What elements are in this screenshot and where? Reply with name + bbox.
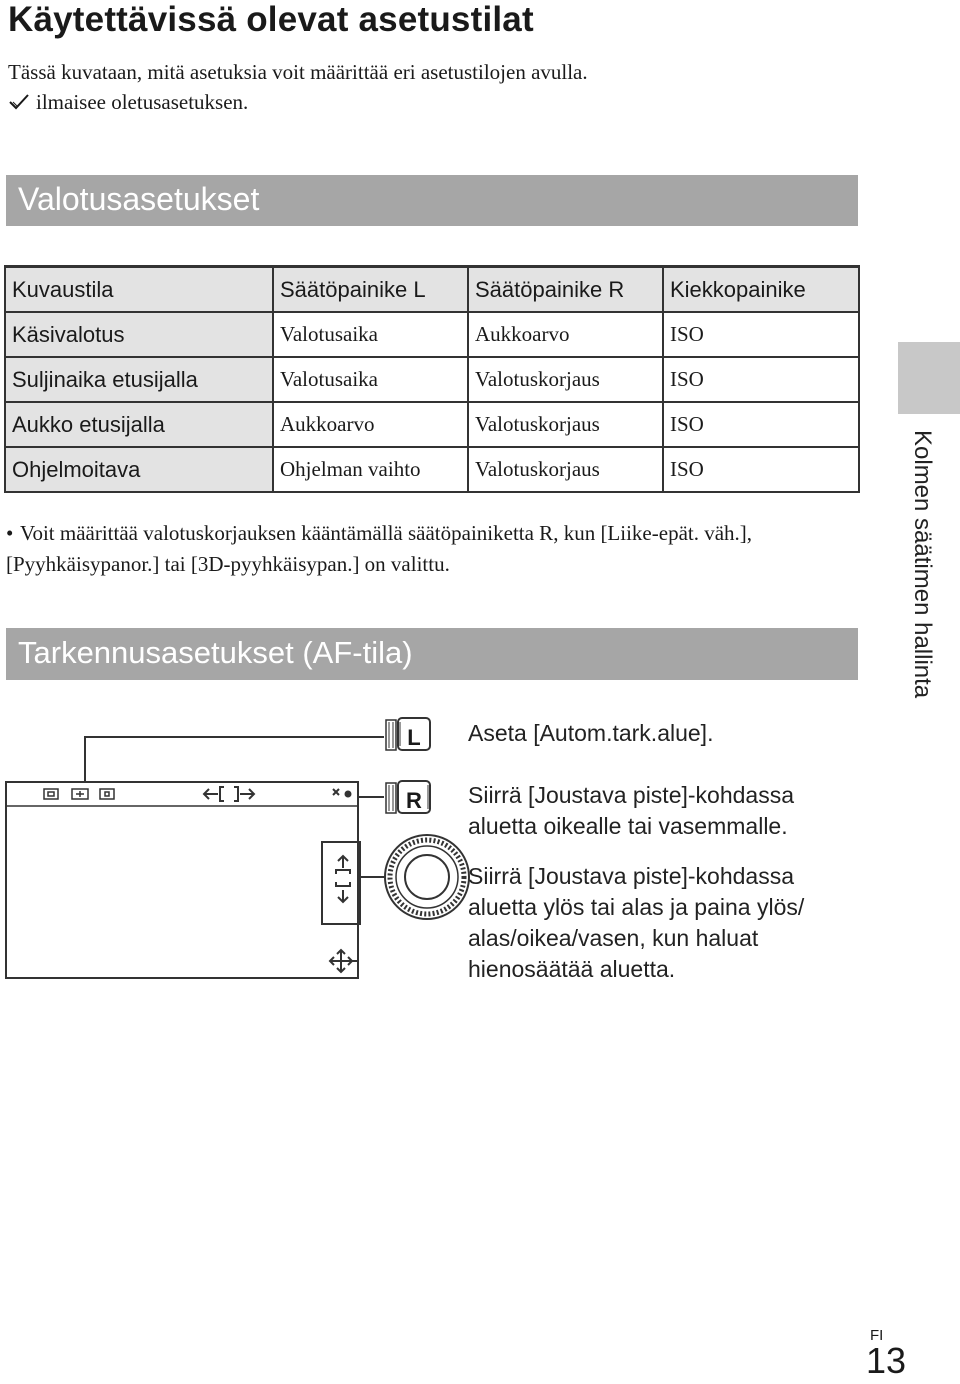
connector-line-l bbox=[85, 737, 384, 782]
table-cell: ISO bbox=[663, 312, 859, 357]
exposure-section-heading: Valotusasetukset bbox=[6, 175, 858, 226]
exposure-settings-table bbox=[4, 265, 860, 493]
chapter-tab bbox=[898, 342, 960, 414]
table-row bbox=[5, 447, 859, 492]
table-cell: Valotusaika bbox=[273, 357, 468, 402]
button-l-description: Aseta [Autom.tark.alue]. bbox=[468, 720, 714, 746]
focus-section-heading: Tarkennusasetukset (AF-tila) bbox=[6, 628, 858, 680]
control-button-l-letter: L bbox=[407, 725, 421, 750]
vertical-move-panel bbox=[322, 842, 360, 924]
button-r-description: Siirrä [Joustava piste]-kohdassa aluetta oikealle tai vasemmalle. bbox=[468, 782, 794, 839]
default-setting-text: ilmaisee oletusasetuksen. bbox=[36, 90, 249, 114]
horizontal-move-icon bbox=[204, 787, 254, 801]
zone-af-icon bbox=[72, 789, 88, 799]
vertical-move-icon bbox=[336, 856, 350, 902]
default-setting-note bbox=[8, 90, 248, 115]
exposure-note-text: Voit määrittää valotuskorjauksen kääntämällä säätöpainiketta R, kun [Liike-epät. väh.], [Pyyhkäisypanor.] tai [3D-pyyhkäisypan.] on valittu. bbox=[6, 521, 753, 576]
table-cell: Aukkoarvo bbox=[273, 402, 468, 447]
table-cell: ISO bbox=[663, 447, 859, 492]
table-cell: Valotuskorjaus bbox=[468, 447, 663, 492]
table-cell: Valotuskorjaus bbox=[468, 402, 663, 447]
control-wheel-icon bbox=[385, 835, 469, 919]
table-cell: Aukkoarvo bbox=[468, 312, 663, 357]
table-cell: Valotuskorjaus bbox=[468, 357, 663, 402]
table-cell: Valotusaika bbox=[273, 312, 468, 357]
column-header: Kuvaustila bbox=[5, 267, 273, 313]
center-af-icon bbox=[100, 789, 114, 799]
table-row bbox=[5, 402, 859, 447]
page-number: 13 bbox=[866, 1340, 907, 1381]
language-code: FI bbox=[870, 1327, 884, 1344]
exposure-note bbox=[6, 518, 856, 580]
intro-text: Tässä kuvataan, mitä asetuksia voit määrittää eri asetustilojen avulla. bbox=[8, 60, 588, 84]
wheel-description: Siirrä [Joustava piste]-kohdassa aluetta ylös tai alas ja paina ylös/ alas/oikea/vasen, kun haluat hienosäätää aluetta. bbox=[468, 863, 805, 982]
af-area-diagram bbox=[0, 700, 470, 990]
table-cell: Ohjelman vaihto bbox=[273, 447, 468, 492]
table-cell: ISO bbox=[663, 402, 859, 447]
fine-adjust-icon bbox=[330, 950, 352, 972]
mode-cell: Aukko etusijalla bbox=[5, 402, 273, 447]
checkmark-icon bbox=[8, 93, 30, 111]
small-marker-icon bbox=[333, 789, 351, 797]
column-header: Säätöpainike L bbox=[273, 267, 468, 313]
mode-cell: Suljinaika etusijalla bbox=[5, 357, 273, 402]
mode-cell: Ohjelmoitava bbox=[5, 447, 273, 492]
mode-cell: Käsivalotus bbox=[5, 312, 273, 357]
screen-frame bbox=[6, 782, 358, 978]
bullet-icon: • bbox=[6, 521, 14, 545]
chapter-label: Kolmen säätimen hallinta bbox=[909, 430, 936, 699]
table-row bbox=[5, 312, 859, 357]
column-header: Säätöpainike R bbox=[468, 267, 663, 313]
table-row bbox=[5, 357, 859, 402]
page-title: Käytettävissä olevat asetustilat bbox=[8, 0, 534, 39]
table-header-row bbox=[5, 267, 859, 313]
wide-af-icon bbox=[44, 789, 58, 799]
control-button-r-letter: R bbox=[406, 788, 422, 813]
column-header: Kiekkopainike bbox=[663, 267, 859, 313]
table-cell: ISO bbox=[663, 357, 859, 402]
